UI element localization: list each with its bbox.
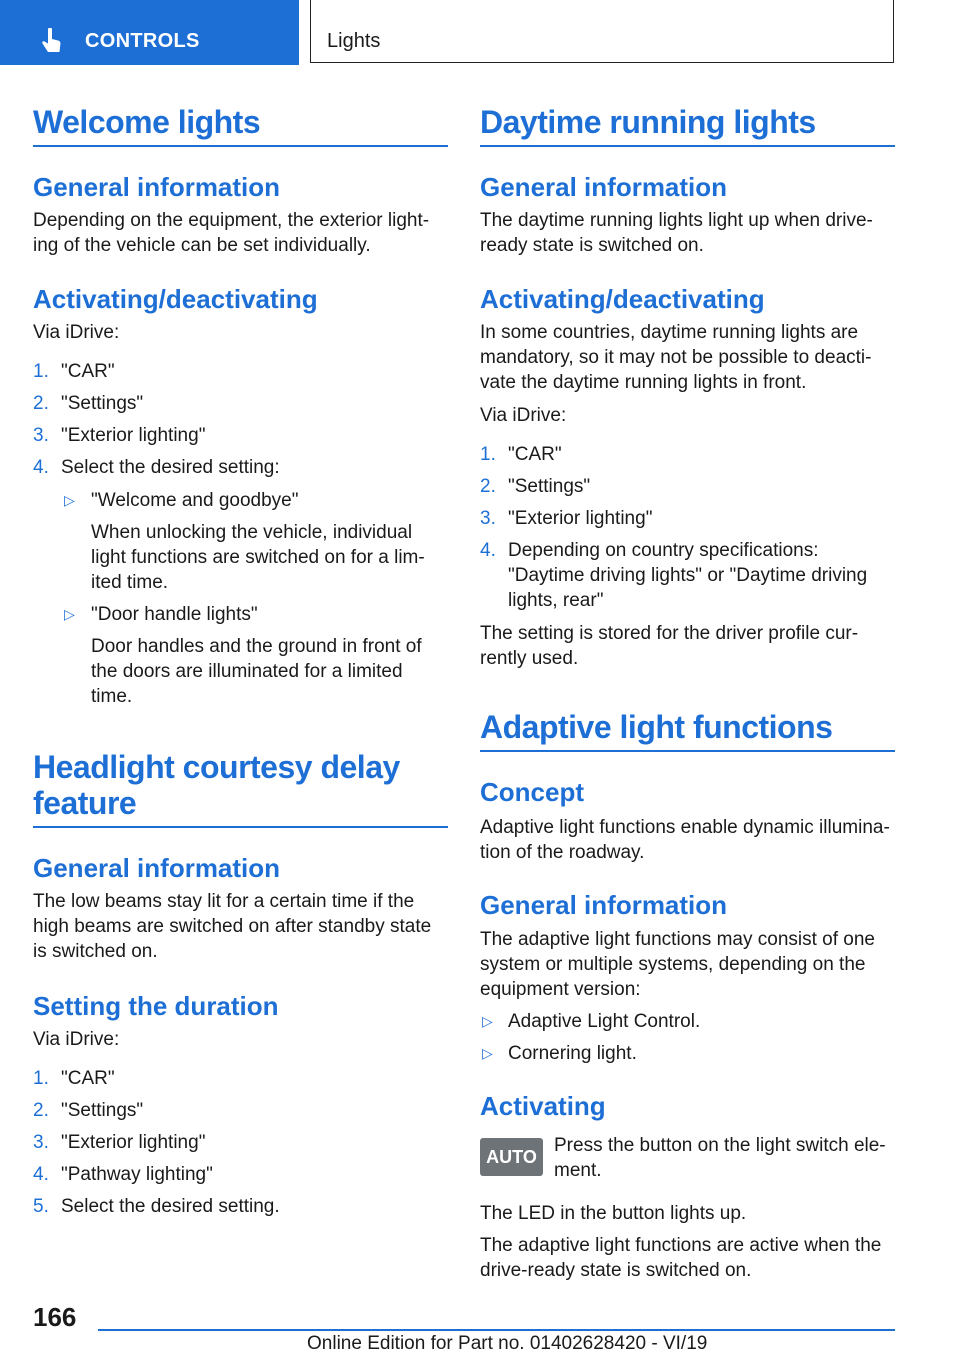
step-text: "Settings" [61, 393, 144, 414]
active-line: drive-ready state is switched on. [480, 1260, 752, 1281]
title-rule [33, 826, 448, 828]
section-label: CONTROLS [85, 30, 200, 52]
daytime-title: Daytime running lights [480, 104, 816, 140]
via-idrive: Via iDrive: [480, 405, 567, 426]
step-number: 1. [480, 444, 496, 465]
option-desc-line: the doors are illuminated for a limited [91, 661, 403, 682]
step-text: "CAR" [61, 1068, 115, 1089]
step-text: "Settings" [508, 476, 591, 497]
stored-line: The setting is stored for the driver profile cur- [480, 623, 859, 644]
step-number: 3. [480, 508, 496, 529]
concept-heading: Concept [480, 777, 584, 807]
triangle-bullet-icon: ▷ [482, 1013, 493, 1029]
headlight-general-line: The low beams stay lit for a certain time if the [33, 891, 415, 912]
auto-button-icon: AUTO [480, 1138, 543, 1176]
press-line: Press the button on the light switch ele- [554, 1135, 886, 1156]
step-number: 2. [33, 393, 49, 414]
daytime-activating-line: vate the daytime running lights in front. [480, 372, 807, 393]
concept-line: tion of the roadway. [480, 842, 645, 863]
option-desc-line: Door handles and the ground in front of [91, 636, 422, 657]
adaptive-general-line: system or multiple systems, depending on the [480, 954, 866, 975]
step-text: Depending on country specifications: [508, 540, 819, 561]
welcome-general-line: Depending on the equipment, the exterior light- [33, 210, 430, 231]
option-title: "Door handle lights" [91, 604, 258, 625]
step-text: "CAR" [61, 361, 115, 382]
led-text: The LED in the button lights up. [480, 1203, 747, 1224]
step-text: Select the desired setting: [61, 457, 280, 478]
step-number: 3. [33, 425, 49, 446]
via-idrive: Via iDrive: [33, 1029, 120, 1050]
topic-label: Lights [327, 30, 381, 52]
headlight-title-line: feature [33, 785, 137, 821]
step-number: 2. [33, 1100, 49, 1121]
footer-rule [98, 1329, 895, 1331]
activating-heading: Activating [480, 1091, 606, 1121]
step-number: 2. [480, 476, 496, 497]
duration-heading: Setting the duration [33, 991, 279, 1021]
step-number: 3. [33, 1132, 49, 1153]
adaptive-general-line: The adaptive light functions may consist of one [480, 929, 876, 950]
step-text: "Exterior lighting" [61, 1132, 206, 1153]
headlight-general-line: high beams are switched on after standby state [33, 916, 432, 937]
step-number: 1. [33, 1068, 49, 1089]
daytime-activating-heading: Activating/deactivating [480, 284, 765, 314]
daytime-general-line: The daytime running lights light up when drive- [480, 210, 873, 231]
bullet-text: Adaptive Light Control. [508, 1011, 701, 1032]
step-text-continued: "Daytime driving lights" or "Daytime driving [508, 565, 868, 586]
stored-line: rently used. [480, 648, 579, 669]
step-text: "Exterior lighting" [61, 425, 206, 446]
hand-pointer-icon [40, 28, 64, 54]
topic-header [310, 0, 894, 63]
title-rule [33, 145, 448, 147]
triangle-bullet-icon: ▷ [64, 606, 75, 622]
headlight-title-line: Headlight courtesy delay [33, 749, 400, 785]
title-rule [480, 750, 895, 752]
bullet-text: Cornering light. [508, 1043, 637, 1064]
daytime-general-heading: General information [480, 172, 728, 202]
option-desc-line: light functions are switched on for a lim- [91, 547, 425, 568]
step-number: 4. [480, 540, 496, 561]
step-number: 5. [33, 1196, 49, 1217]
active-line: The adaptive light functions are active when the [480, 1235, 882, 1256]
welcome-general-line: ing of the vehicle can be set individually. [33, 235, 371, 256]
adaptive-general-line: equipment version: [480, 979, 641, 1000]
option-desc-line: ited time. [91, 572, 169, 593]
daytime-general-line: ready state is switched on. [480, 235, 704, 256]
step-text: Select the desired setting. [61, 1196, 280, 1217]
triangle-bullet-icon: ▷ [64, 492, 75, 508]
option-title: "Welcome and goodbye" [91, 490, 299, 511]
step-text: "CAR" [508, 444, 562, 465]
option-desc-line: When unlocking the vehicle, individual [91, 522, 413, 543]
step-text-continued: lights, rear" [508, 590, 604, 611]
daytime-activating-line: In some countries, daytime running lights are [480, 322, 859, 343]
daytime-activating-line: mandatory, so it may not be possible to deacti- [480, 347, 872, 368]
step-number: 1. [33, 361, 49, 382]
headlight-general-heading: General information [33, 853, 281, 883]
triangle-bullet-icon: ▷ [482, 1045, 493, 1061]
adaptive-title: Adaptive light functions [480, 709, 833, 745]
edition-text: Online Edition for Part no. 01402628420 - VI/19 [307, 1333, 708, 1354]
adaptive-general-heading: General information [480, 890, 728, 920]
section-tab [0, 0, 299, 65]
title-rule [480, 145, 895, 147]
page-number: 166 [33, 1302, 77, 1332]
step-text: "Exterior lighting" [508, 508, 653, 529]
welcome-lights-title: Welcome lights [33, 104, 261, 140]
option-desc-line: time. [91, 686, 133, 707]
welcome-activating-heading: Activating/deactivating [33, 284, 318, 314]
step-number: 4. [33, 457, 49, 478]
step-text: "Settings" [61, 1100, 144, 1121]
step-text: "Pathway lighting" [61, 1164, 213, 1185]
headlight-general-line: is switched on. [33, 941, 158, 962]
concept-line: Adaptive light functions enable dynamic illumina- [480, 817, 890, 838]
via-idrive: Via iDrive: [33, 322, 120, 343]
welcome-general-heading: General information [33, 172, 281, 202]
step-number: 4. [33, 1164, 49, 1185]
press-line: ment. [554, 1160, 602, 1181]
